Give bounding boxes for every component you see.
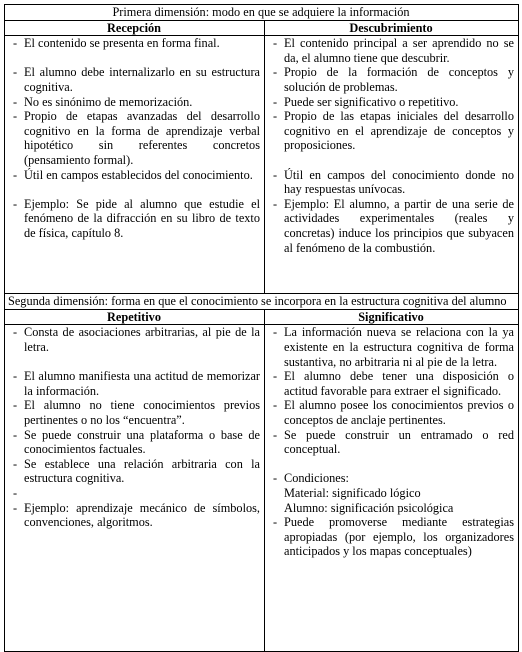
dimension1-title: Primera dimensión: modo en que se adquiere la información <box>5 5 519 21</box>
dimension2-content-row <box>5 325 519 652</box>
list-item: - No es sinónimo de memorización. <box>8 95 260 110</box>
header-significativo: Significativo <box>265 309 519 325</box>
list-item-conditions <box>268 471 514 515</box>
list-item: - Propio de las etapas iniciales del desarrollo cognitivo en el aprendizaje de conceptos y proposiciones. <box>268 109 514 153</box>
list-item: - El alumno debe tener una disposición o actitud favorable para extraer el significado. <box>268 369 514 398</box>
conditions-label: Condiciones: <box>284 471 349 486</box>
header-recepcion: Recepción <box>5 20 265 36</box>
condition-material: Material: significado lógico <box>284 485 421 500</box>
list-item: - El alumno no tiene conocimientos previos pertinentes o no los “encuentra”. <box>8 398 260 427</box>
list-item: - Consta de asociaciones arbitrarias, al pie de la letra. <box>8 325 260 354</box>
list-item: - Ejemplo: El alumno, a partir de una serie de actividades experimentales (reales y concretas) induce los principios que subyacen al fenómeno de la combustión. <box>268 197 514 255</box>
list-item: - Se puede construir un entramado o red conceptual. <box>268 428 514 457</box>
descubrimiento-list <box>268 36 514 255</box>
empty-list-item <box>8 486 260 501</box>
dimension1-header-row <box>5 20 519 36</box>
list-item: - Propio de la formación de conceptos y solución de problemas. <box>268 65 514 94</box>
dimension2-title-row <box>5 294 519 310</box>
list-item: - Ejemplo: Se pide al alumno que estudie el fenómeno de la difracción en su libro de texto de física, capítulo 8. <box>8 197 260 241</box>
list-item: - La información nueva se relaciona con la ya existente en la estructura cognitiva de forma sustantiva, no arbitraria ni al pie de la letra. <box>268 325 514 369</box>
list-item: - Ejemplo: aprendizaje mecánico de símbolos, convenciones, algoritmos. <box>8 501 260 530</box>
header-repetitivo: Repetitivo <box>5 309 265 325</box>
dimension2-header-row <box>5 309 519 325</box>
header-descubrimiento: Descubrimiento <box>265 20 519 36</box>
comparison-table <box>4 4 519 652</box>
list-item: - El alumno manifiesta una actitud de memorizar la información. <box>8 369 260 398</box>
significativo-list <box>268 325 514 559</box>
recepcion-cell <box>5 36 265 294</box>
empty-list-item <box>8 241 260 247</box>
repetitivo-cell <box>5 325 265 652</box>
list-item: - Puede ser significativo o repetitivo. <box>268 95 514 110</box>
list-item: - El contenido principal a ser aprendido no se da, el alumno tiene que descubrir. <box>268 36 514 65</box>
recepcion-list <box>8 36 260 246</box>
list-item: - El contenido se presenta en forma final. <box>8 36 260 51</box>
repetitivo-list <box>8 325 260 529</box>
significativo-cell <box>265 325 519 652</box>
list-item: - Propio de etapas avanzadas del desarrollo cognitivo en la forma de aprendizaje verbal hipotético sin referentes concretos (pensamiento formal). <box>8 109 260 167</box>
condition-alumno: Alumno: significación psicológica <box>284 500 454 515</box>
list-item: - Útil en campos del conocimiento donde no hay respuestas unívocas. <box>268 168 514 197</box>
list-item: - El alumno posee los conocimientos previos o conceptos de anclaje pertinentes. <box>268 398 514 427</box>
descubrimiento-cell <box>265 36 519 294</box>
dimension1-title-row <box>5 5 519 21</box>
dimension2-title: Segunda dimensión: forma en que el conocimiento se incorpora en la estructura cognitiva del alumno <box>5 294 519 310</box>
list-item: - Puede promoverse mediante estrategias apropiadas (por ejemplo, los organizadores anticipados y los mapas conceptuales) <box>268 515 514 559</box>
list-item: - El alumno debe internalizarlo en su estructura cognitiva. <box>8 65 260 94</box>
list-item: - Útil en campos establecidos del conocimiento. <box>8 168 260 183</box>
list-item: - Se establece una relación arbitraria con la estructura cognitiva. <box>8 457 260 486</box>
dimension1-content-row <box>5 36 519 294</box>
list-item: - Se puede construir una plataforma o base de conocimientos factuales. <box>8 428 260 457</box>
